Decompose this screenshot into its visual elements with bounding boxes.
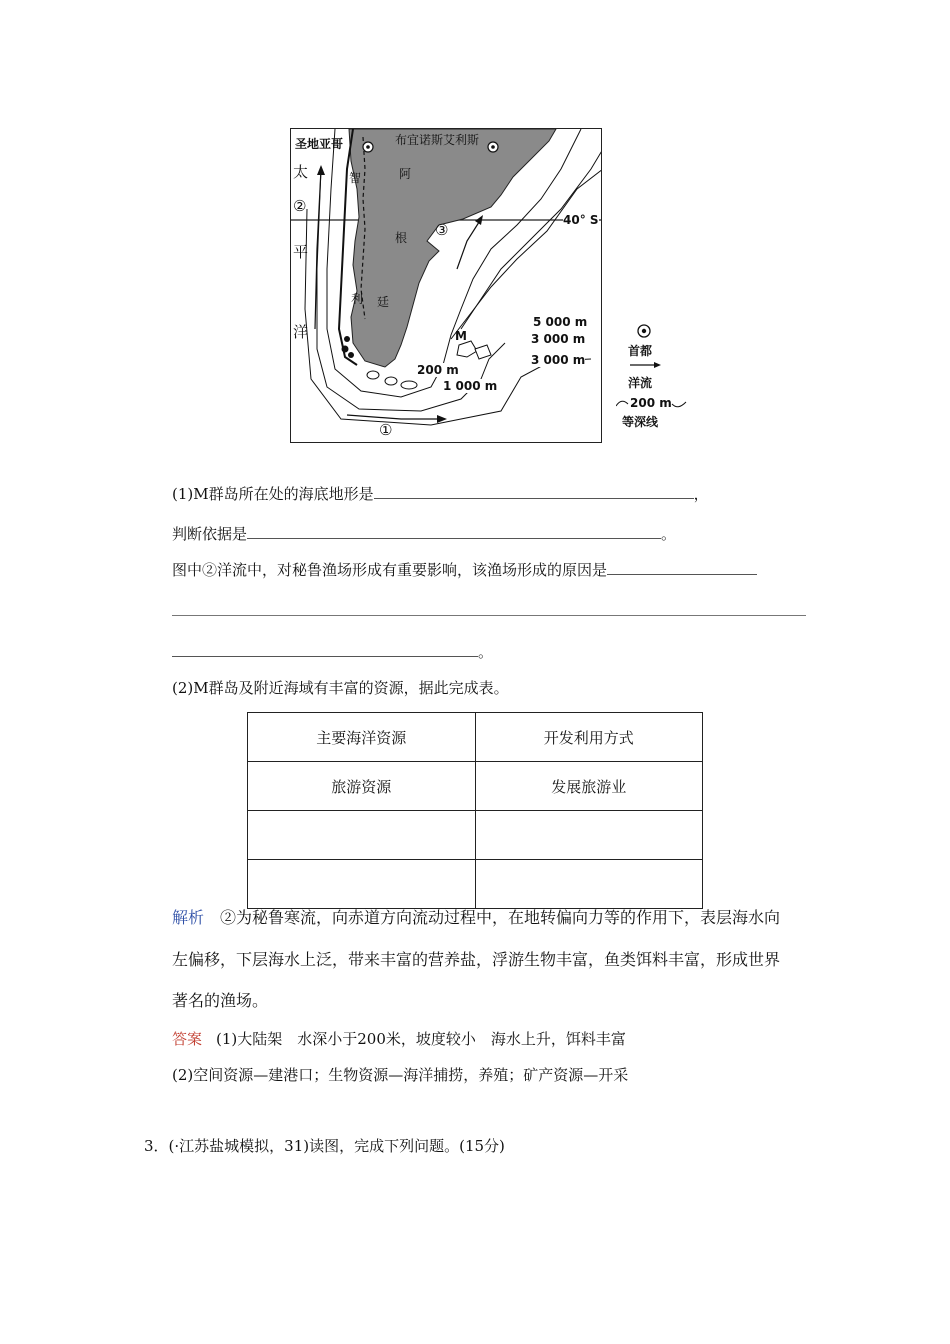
table-cell: 旅游资源 bbox=[248, 762, 476, 811]
label-depth-3000-a: 3 000 m bbox=[531, 332, 586, 346]
table-header: 主要海洋资源 bbox=[248, 713, 476, 762]
current-2-arrowhead bbox=[317, 165, 325, 175]
m-islands bbox=[457, 341, 477, 357]
analysis-line-2: 左偏移，下层海水上泛，带来丰富的营养盐，浮游生物丰富，鱼类饵料丰富，形成世界 bbox=[172, 950, 781, 969]
label-current-2: ② bbox=[293, 197, 307, 215]
q1-prompt-basis: 判断依据是 bbox=[172, 525, 248, 543]
island-dot bbox=[348, 352, 354, 358]
current-arrow-icon bbox=[630, 360, 662, 370]
label-depth-1000: 1 000 m bbox=[443, 379, 498, 393]
analysis-line-1 bbox=[172, 908, 780, 928]
label-depth-200: 200 m bbox=[417, 363, 459, 377]
answer-label: 答案 bbox=[172, 1030, 203, 1048]
legend-current: 洋流 bbox=[628, 376, 653, 390]
legend-isobath: 等深线 bbox=[622, 415, 659, 429]
analysis-line-3: 著名的渔场。 bbox=[172, 991, 269, 1010]
label-current-1: ① bbox=[379, 421, 393, 439]
label-depth-5000: 5 000 m bbox=[533, 315, 588, 329]
q1-prompt-terrain: (1)M群岛所在处的海底地形是 bbox=[172, 485, 374, 503]
answer-blank-fishery-3[interactable] bbox=[172, 642, 478, 657]
label-chile-1: 智 bbox=[349, 171, 362, 185]
island-dot bbox=[342, 346, 349, 353]
label-m-island: M bbox=[455, 329, 467, 343]
answer-line-1 bbox=[172, 1029, 626, 1049]
q2-intro: (2)M群岛及附近海域有丰富的资源，据此完成表。 bbox=[172, 679, 509, 697]
capital-icon bbox=[636, 323, 652, 339]
table-row bbox=[248, 860, 703, 909]
label-latitude: 40° S bbox=[563, 213, 599, 227]
answer-line-fishery-2[interactable] bbox=[172, 615, 806, 616]
table-cell-blank[interactable] bbox=[248, 811, 476, 860]
label-current-3: ③ bbox=[435, 221, 449, 239]
answer-blank-terrain[interactable] bbox=[374, 484, 694, 499]
table-cell-blank[interactable] bbox=[475, 811, 703, 860]
resource-table bbox=[247, 712, 703, 909]
label-argentina-2: 根 bbox=[395, 231, 408, 245]
label-santiago: 圣地亚哥 bbox=[295, 137, 344, 151]
map-figure bbox=[290, 128, 602, 443]
analysis-text-1: ②为秘鲁寒流，向赤道方向流动过程中，在地转偏向力等的作用下，表层海水向 bbox=[220, 908, 781, 927]
table-cell: 发展旅游业 bbox=[475, 762, 703, 811]
label-pacific-2: 平 bbox=[293, 243, 309, 261]
legend-isobath-value: 200 m bbox=[630, 396, 672, 410]
answer-line-2: (2)空间资源—建港口；生物资源—海洋捕捞，养殖；矿产资源—开采 bbox=[172, 1066, 629, 1084]
m-islands bbox=[475, 345, 491, 359]
table-row bbox=[248, 762, 703, 811]
current-1-arrow bbox=[347, 415, 441, 419]
punct: 。 bbox=[661, 525, 677, 543]
label-pacific-3: 洋 bbox=[293, 323, 309, 341]
label-argentina-1: 阿 bbox=[399, 167, 412, 181]
label-chile-2: 利 bbox=[351, 292, 364, 306]
island bbox=[401, 381, 417, 389]
q1-prompt-fishery: 图中②洋流中，对秘鲁渔场形成有重要影响，该渔场形成的原因是 bbox=[172, 561, 608, 579]
q3-heading: 3．(·江苏盐城模拟，31)读图，完成下列问题。(15分) bbox=[144, 1137, 505, 1155]
analysis-label: 解析 bbox=[172, 908, 205, 927]
answer-blank-basis[interactable] bbox=[247, 524, 661, 539]
label-buenos-aires: 布宜诺斯艾利斯 bbox=[395, 133, 480, 147]
island-dot bbox=[344, 336, 350, 342]
table-header: 开发利用方式 bbox=[475, 713, 703, 762]
table-row bbox=[248, 811, 703, 860]
q1-line-2 bbox=[172, 524, 676, 544]
label-depth-3000-b: 3 000 m bbox=[531, 353, 586, 367]
map-drawing bbox=[291, 129, 602, 443]
table-cell-blank[interactable] bbox=[475, 860, 703, 909]
island bbox=[367, 371, 379, 379]
label-argentina-3: 廷 bbox=[377, 295, 390, 309]
island bbox=[385, 377, 397, 385]
answer-blank-fishery[interactable] bbox=[607, 560, 757, 575]
punct: 。 bbox=[478, 643, 494, 661]
label-pacific-1: 太 bbox=[293, 163, 309, 181]
q1-line-1 bbox=[172, 484, 709, 504]
table-cell-blank[interactable] bbox=[248, 860, 476, 909]
table-header-row bbox=[248, 713, 703, 762]
legend-capital: 首都 bbox=[628, 344, 653, 358]
answer-text-1: (1)大陆架 水深小于200米，坡度较小 海水上升，饵料丰富 bbox=[216, 1030, 626, 1048]
q1-line-3 bbox=[172, 560, 757, 580]
current-3-arrow bbox=[457, 219, 481, 269]
punct: ， bbox=[693, 485, 709, 503]
q1-line-5 bbox=[172, 642, 493, 662]
